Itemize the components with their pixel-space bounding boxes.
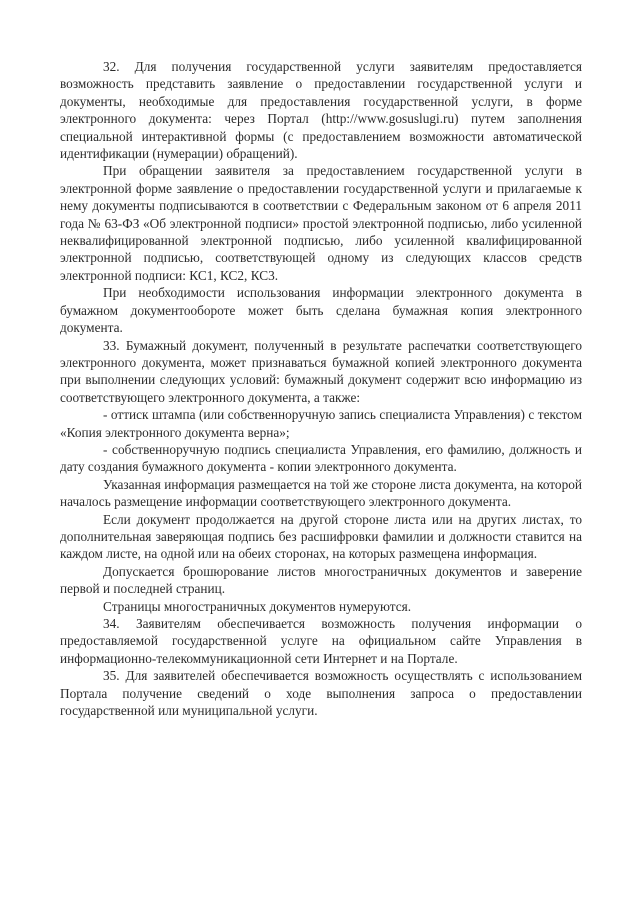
paragraph-binding: Допускается брошюрование листов многостраничных документов и заверение первой и последней страниц. xyxy=(60,563,582,597)
paragraph-33: 33. Бумажный документ, полученный в результате распечатки соответствующего электронного документа, может признаваться бумажной копией электронного документа при выполнении следующих условий: бумажный документ содержит всю информацию из соответствующего электронного документа, а также: xyxy=(60,337,582,405)
paragraph-numbering: Страницы многостраничных документов нумеруются. xyxy=(103,598,412,614)
paragraph-paper-copy: При необходимости использования информации электронного документа в бумажном документообороте может быть сделана бумажная копия электронного документа. xyxy=(60,285,582,336)
paragraph-electronic-signature: При обращении заявителя за предоставлением государственной услуги в электронной форме заявление о предоставлении государственной услуги и прилагаемые к нему документы подписываются в соответствии с Федеральным законом от 6 апреля 2011 года № 63-ФЗ «Об электронной подписи» простой электронной подписью, либо усиленной неквалифицированной электронной подписью, либо усиленной квалифицированной электронной подписью, соответствующей одному из следующих классов средств электронной подписи: КС1, КС2, КС3. xyxy=(60,163,582,283)
paragraph-continuation: Если документ продолжается на другой стороне листа или на других листах, то дополнительная заверяющая подпись без расшифровки фамилии и должности ставится на каждом листе, на одной или на обеих сторонах, на которых размещена информация. xyxy=(60,511,582,562)
paragraph-32: 32. Для получения государственной услуги заявителям предоставляется возможность представить заявление о предоставлении государственной услуги и документы, необходимые для предоставления государственной услуги, в форме электронного документа: через Портал (http://www.gosuslugi.ru) путем заполнения специальной интерактивной формы (с предоставлением возможности автоматической идентификации (нумерации) обращений). xyxy=(60,59,582,162)
paragraph-35: 35. Для заявителей обеспечивается возможность осуществлять с использованием Портала получение сведений о ходе выполнения запроса о предоставлении государственной или муниципальной услуги. xyxy=(60,668,582,719)
paragraph-34: 34. Заявителям обеспечивается возможность получения информации о предоставляемой государственной услуге на официальном сайте Управления в информационно-телекоммуникационной сети Интернет и на Портале. xyxy=(60,616,582,666)
document-page xyxy=(60,58,582,719)
paragraph-placement: Указанная информация размещается на той же стороне листа документа, на которой началось размещение информации соответствующего электронного документа. xyxy=(60,476,582,510)
paragraph-stamp-item: - оттиск штампа (или собственноручную запись специалиста Управления) с текстом «Копия электронного документа верна»; xyxy=(60,407,582,440)
paragraph-signature-item: - собственноручную подпись специалиста Управления, его фамилию, должность и дату создания бумажного документа - копии электронного документа. xyxy=(60,441,582,475)
